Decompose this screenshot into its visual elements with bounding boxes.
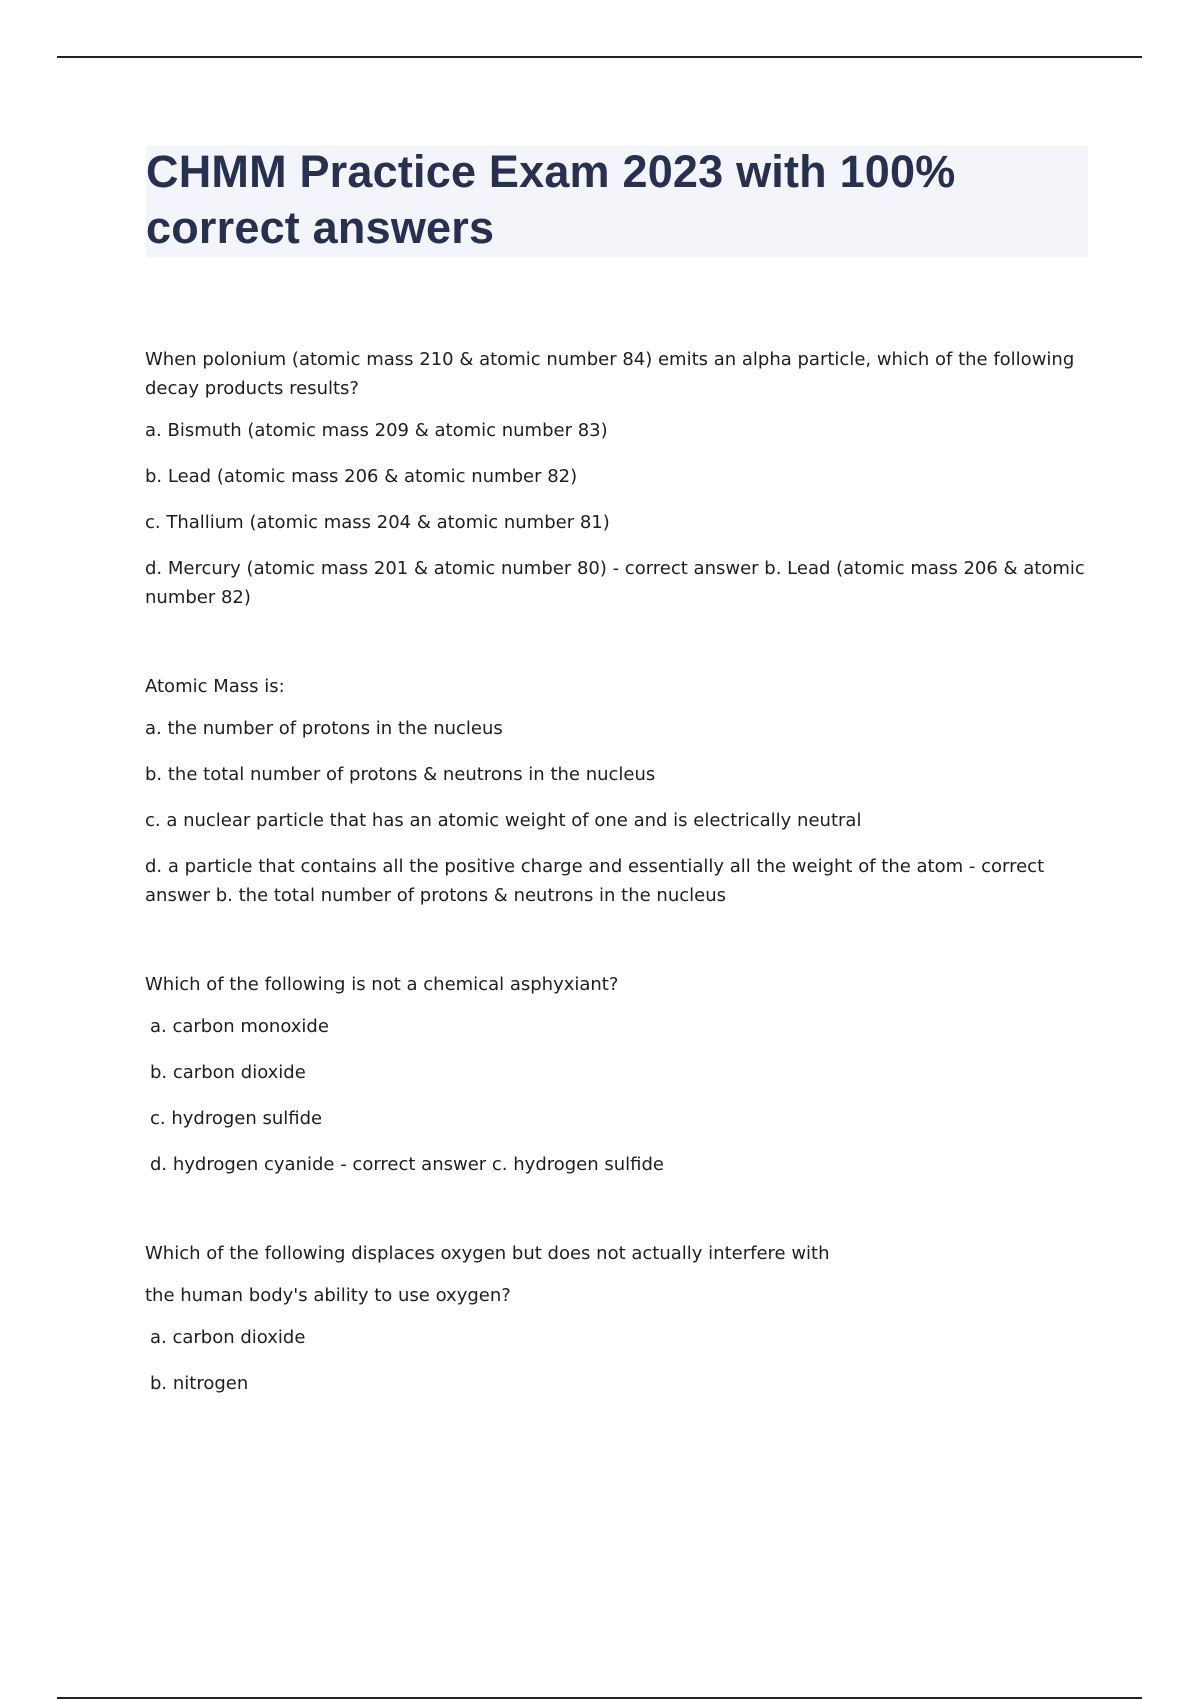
top-rule [57,56,1142,58]
answer-option: b. Lead (atomic mass 206 & atomic number 82) [145,466,578,487]
answer-option-with-correct-answer: d. a particle that contains all the positive charge and essentially all the weight of the atom - correct answer b. the total number of protons & neutrons in the nucleus [145,856,1045,906]
answer-option: a. carbon monoxide [150,1016,329,1037]
question-block [145,970,1090,1179]
question-text-line-1: Which of the following displaces oxygen but does not actually interfere with [145,1243,830,1264]
question-text: Which of the following is not a chemical asphyxiant? [145,974,619,995]
page-title: CHMM Practice Exam 2023 with 100% correct answers [146,146,956,253]
answer-option: c. Thallium (atomic mass 204 & atomic number 81) [145,512,610,533]
answer-option: a. carbon dioxide [150,1327,306,1348]
answer-option: a. the number of protons in the nucleus [145,718,503,739]
question-text: When polonium (atomic mass 210 & atomic number 84) emits an alpha particle, which of the following decay products results? [145,349,1075,399]
question-text: Atomic Mass is: [145,676,285,697]
answer-option: b. the total number of protons & neutrons in the nucleus [145,764,656,785]
answer-option: c. a nuclear particle that has an atomic weight of one and is electrically neutral [145,810,862,831]
answer-option: c. hydrogen sulfide [150,1108,323,1129]
answer-option: b. carbon dioxide [150,1062,306,1083]
bottom-rule [57,1697,1142,1699]
answer-option: b. nitrogen [150,1373,249,1394]
answer-option: a. Bismuth (atomic mass 209 & atomic number 83) [145,420,608,441]
question-block [145,672,1090,910]
answer-option-with-correct-answer: d. hydrogen cyanide - correct answer c. hydrogen sulfide [150,1154,665,1175]
question-text-line-2: the human body's ability to use oxygen? [145,1285,511,1306]
question-block [145,1239,1090,1398]
answer-option-with-correct-answer: d. Mercury (atomic mass 201 & atomic number 80) - correct answer b. Lead (atomic mass 206 & atomic number 82) [145,558,1085,608]
question-block [145,345,1090,612]
question-list [145,345,1090,1415]
